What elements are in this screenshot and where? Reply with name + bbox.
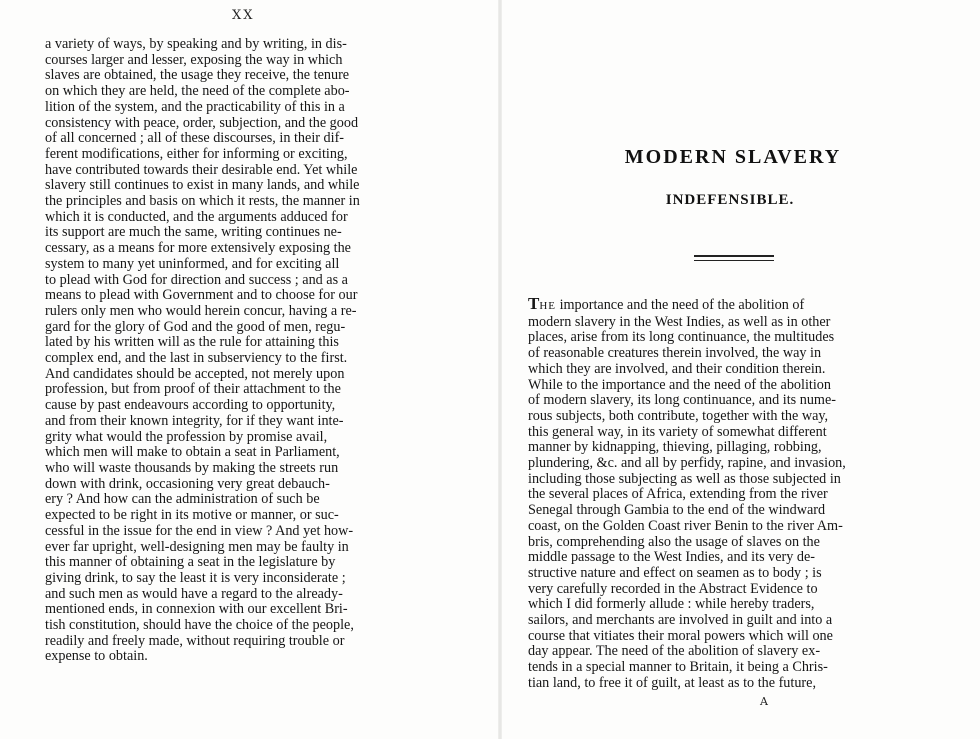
text-line: slavery still continues to exist in many lands, and while — [45, 177, 360, 194]
text-line: including those subjecting as well as those subjected in — [528, 470, 841, 487]
text-line: a variety of ways, by speaking and by writing, in dis- — [45, 36, 347, 52]
chapter-title: MODERN SLAVERY — [624, 146, 842, 168]
text-line: lition of the system, and the practicability of this in a — [45, 98, 345, 115]
text-line: ferent modifications, either for informing or exciting, — [45, 145, 348, 162]
text-line: and such men as would have a regard to the already- — [45, 585, 343, 602]
text-line: gard for the glory of God and the good of men, regu- — [45, 318, 346, 335]
text-line: which I did formerly allude : while hereby traders, — [528, 596, 815, 613]
text-line: rous subjects, both contribute, together with the way, — [528, 407, 829, 424]
text-line: courses larger and lesser, exposing the way in which — [45, 51, 343, 68]
text-line: which it is conducted, and the arguments adduced for — [45, 208, 348, 225]
first-line-rest: importance and the need of the abolition of — [556, 297, 805, 313]
text-line: to plead with God for direction and success ; and as a — [45, 271, 348, 288]
text-line: ever far upright, well-designing men may be faulty in — [45, 538, 349, 555]
text-line: expected to be right in its motive or manner, or suc- — [45, 507, 339, 524]
text-line: modern slavery in the West Indies, as well as in other — [528, 313, 831, 330]
text-line: rulers only men who would herein concur, having a re- — [45, 302, 357, 319]
first-word-rest: HE — [539, 300, 557, 312]
text-line: coast, on the Golden Coast river Benin to the river Am- — [528, 517, 843, 534]
text-line: complex end, and the last in subserviency to the first. — [45, 350, 348, 367]
text-line: mentioned ends, in connexion with our excellent Bri- — [45, 601, 348, 618]
text-line: giving drink, to say the least it is very inconsiderate ; — [45, 569, 346, 586]
text-line: day appear. The need of the abolition of slavery ex- — [528, 643, 821, 660]
text-line: means to plead with Government and to choose for our — [45, 287, 358, 304]
text-line: cause by past endeavours according to opportunity, — [45, 397, 336, 414]
text-line: who will waste thousands by making the streets run — [45, 459, 339, 476]
text-line: readily and freely made, without requiring trouble or — [45, 632, 345, 649]
text-line: of modern slavery, its long continuance, and its nume- — [528, 392, 836, 409]
text-line: down with drink, occasioning very great debauch- — [45, 475, 330, 492]
title-rule — [694, 255, 774, 261]
text-line: structive nature and effect on seamen as to body ; is — [528, 564, 822, 581]
text-line: While to the importance and the need of the abolition — [528, 376, 831, 393]
text-line: tends in a special manner to Britain, it being a Chris- — [528, 659, 828, 676]
text-line: slaves are obtained, the usage they receive, the tenure — [45, 67, 350, 84]
text-line: consistency with peace, order, subjection, and the good — [45, 114, 359, 131]
chapter-subtitle: INDEFENSIBLE. — [665, 192, 795, 208]
catchword: A — [760, 695, 768, 708]
text-line: sailors, and merchants are involved in guilt and into a — [528, 612, 833, 629]
text-line: ery ? And how can the administration of such be — [45, 491, 320, 508]
text-line: manner by kidnapping, thieving, pillaging, robbing, — [528, 439, 822, 456]
text-line: profession, but from proof of their attachment to the — [45, 381, 341, 398]
text-line: tian land, to free it of guilt, at least as to the future, — [528, 674, 816, 691]
text-line: this general way, in its variety of somewhat different — [528, 423, 827, 440]
text-line: have contributed towards their desirable end. Yet while — [45, 161, 358, 178]
text-line: which men will make to obtain a seat in Parliament, — [45, 444, 340, 461]
first-line — [528, 296, 948, 315]
drop-cap: T — [528, 294, 540, 313]
text-line: the principles and basis on which it rests, the manner in — [45, 193, 360, 210]
text-line: plundering, &c. and all by perfidy, rapine, and invasion, — [528, 455, 846, 472]
text-line: cessary, as a means for more extensively exposing the — [45, 240, 351, 257]
text-line: of all concerned ; all of these discourses, in their dif- — [45, 130, 345, 147]
text-line: its support are much the same, writing continues ne- — [45, 224, 342, 241]
text-line: and from their known integrity, for if they want inte- — [45, 412, 344, 429]
text-line: lated by his written will as the rule for attaining this — [45, 334, 339, 351]
right-page-text — [528, 296, 948, 692]
text-line: bris, comprehending also the usage of slaves on the — [528, 533, 820, 550]
text-line: Senegal through Gambia to the end of the windward — [528, 502, 826, 519]
text-line: system to many yet uninformed, and for exciting all — [45, 255, 340, 272]
text-line: And candidates should be accepted, not merely upon — [45, 365, 345, 382]
text-line: this manner of obtaining a seat in the legislature by — [45, 554, 336, 571]
text-line: places, arise from its long continuance, the multitudes — [528, 329, 835, 346]
left-page-text — [45, 37, 465, 665]
page-number: XX — [232, 8, 255, 23]
text-line: on which they are held, the need of the complete abo- — [45, 83, 350, 100]
right-page — [500, 0, 980, 739]
text-line: which they are involved, and their condition therein. — [528, 360, 826, 377]
text-line: middle passage to the West Indies, and its very de- — [528, 549, 816, 566]
text-line: of reasonable creatures therein involved, the way in — [528, 345, 822, 362]
text-line: very carefully recorded in the Abstract Evidence to — [528, 580, 818, 597]
text-line: cessful in the issue for the end in view ? And yet how- — [45, 522, 354, 539]
text-line: course that vitiates their moral powers which will one — [528, 627, 833, 644]
text-line: the several places of Africa, extending from the river — [528, 486, 828, 503]
text-line: grity what would the profession by promise avail, — [45, 428, 328, 445]
text-line: tish constitution, should have the choice of the people, — [45, 617, 354, 634]
text-line: expense to obtain. — [45, 648, 148, 665]
